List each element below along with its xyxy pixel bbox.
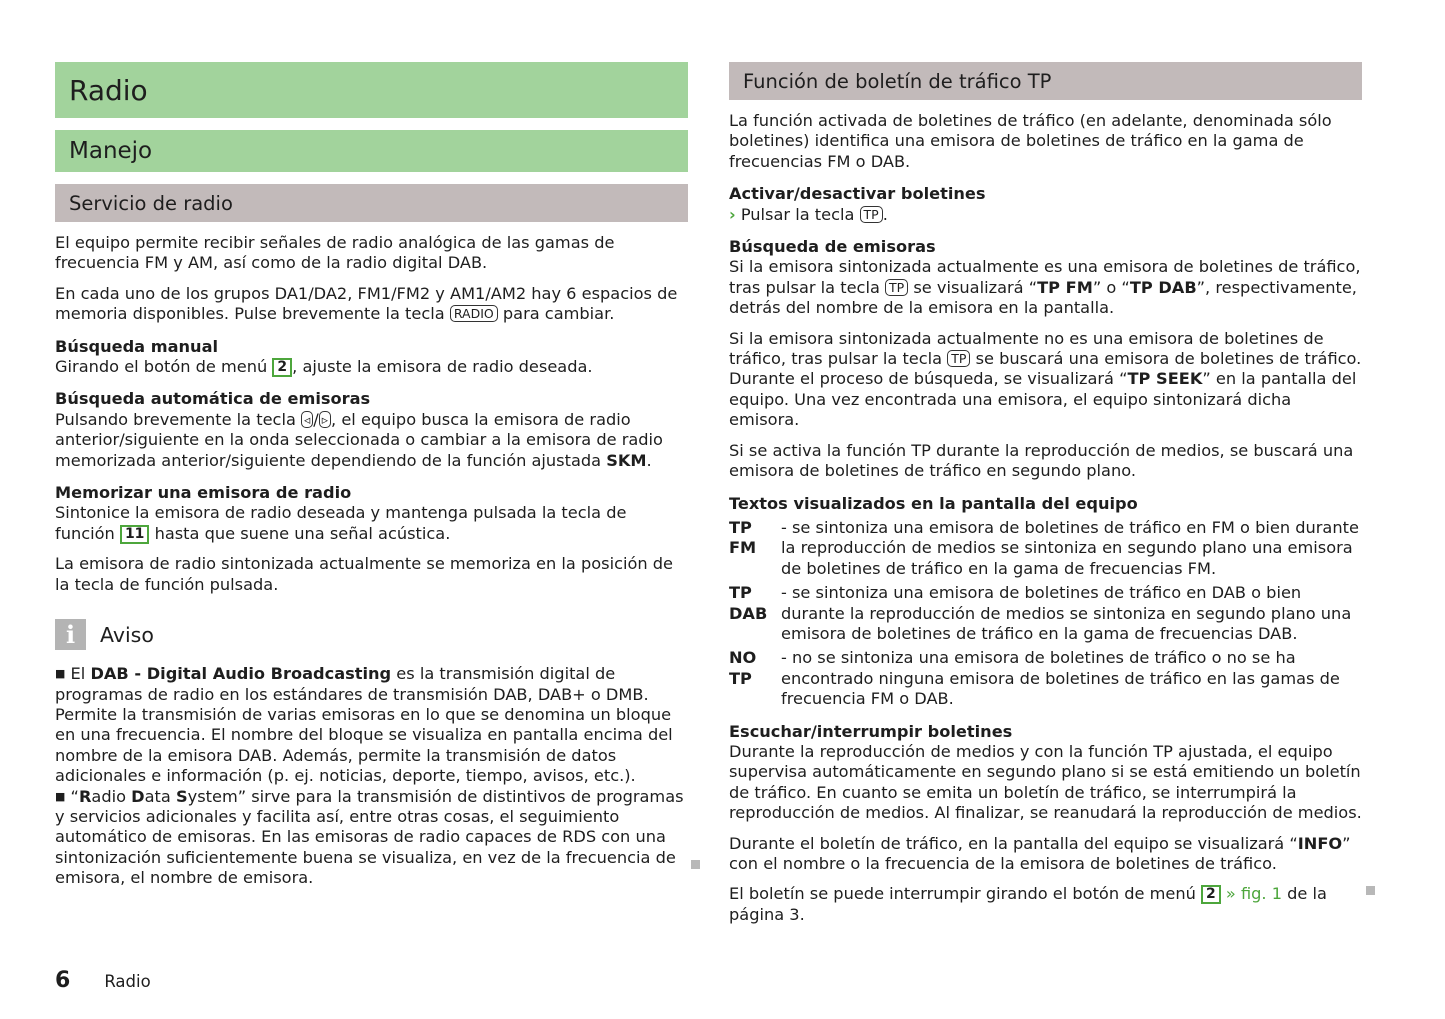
paragraph: Si la emisora sintonizada actualmente no es una emisora de boletines de tráfico, tras pulsar la tecla TP se buscará una emisora de boletines de tráfico. Durante el proceso de búsqueda, se visualizará “TP SEEK” en la pantalla del equipo. Una vez encontrada una emisora, el equipo sintonizará dicha emisora. [729, 328, 1362, 430]
notice-body [55, 664, 688, 888]
paragraph: La emisora de radio sintonizada actualmente se memoriza en la posición de la tecla de función pulsada. [55, 554, 674, 594]
heading-display-texts: Textos visualizados en la pantalla del equipo [729, 493, 1138, 513]
paragraph: Girando el botón de menú 2 , ajuste la emisora de radio deseada. [55, 357, 593, 377]
definition-term: TP DAB [729, 583, 768, 623]
definition-item [729, 648, 1362, 709]
section-title: Manejo [55, 130, 688, 172]
function-key-ref: 11 [120, 525, 149, 544]
definition-text: - se sintoniza una emisora de boletines de tráfico en DAB o bien durante la reproducción de medios se sintoniza en segundo plano una emisora de boletines de tráfico en la gama de frecuencias DAB. [781, 583, 1352, 643]
heading-listen-interrupt: Escuchar/interrumpir boletines [729, 721, 1013, 741]
prev-key-icon: ◃ [301, 411, 313, 428]
heading-store-station: Memorizar una emisora de radio [55, 483, 352, 503]
paragraph: Si se activa la función TP durante la reproducción de medios, se buscará una emisora de boletines de tráfico en segundo plano. [729, 440, 1354, 481]
definition-item [729, 518, 1362, 579]
paragraph: Sintonice la emisora de radio deseada y mantenga pulsada la tecla de función 11 hasta que suene una señal acústica. [55, 503, 627, 543]
menu-button-ref: 2 [1201, 885, 1221, 904]
menu-button-ref: 2 [272, 358, 292, 377]
paragraph: En cada uno de los grupos DA1/DA2, FM1/FM2 y AM1/AM2 hay 6 espacios de memoria disponibles. Pulse brevemente la tecla RADIO para cambiar. [55, 283, 678, 324]
heading-toggle-bulletins: Activar/desactivar boletines [729, 184, 986, 204]
left-column [55, 62, 688, 889]
tp-key-icon: TP [860, 206, 883, 223]
notice-item: ■ El DAB - Digital Audio Broadcasting es la transmisión digital de programas de radio en los estándares de transmisión DAB, DAB+ o DMB. Permite la transmisión de varias emisoras en lo que se denomina un bloque en una frecuencia. El nombre del bloque se visualiza en pantalla encima del nombre de la emisora DAB. Además, permite la transmisión de datos adicionales e información (p. ej. noticias, deporte, tiempo, avisos, etc.). [55, 664, 673, 786]
paragraph: Si la emisora sintonizada actualmente es una emisora de boletines de tráfico, tras pulsar la tecla TP se visualizará “TP FM” o “TP DAB”, respectivamente, detrás del nombre de la emisora en la pantalla. [729, 257, 1361, 318]
page-number: 6 [55, 968, 71, 993]
definition-term: TP FM [729, 517, 757, 558]
section-end-marker [1366, 886, 1375, 895]
section-end-marker [691, 860, 700, 869]
definition-text: - se sintoniza una emisora de boletines de tráfico en FM o bien durante la reproducción de medios se sintoniza en segundo plano una emisora de boletines de tráfico en la gama de frecuencias FM. [781, 517, 1359, 578]
bullet-icon: ■ [55, 667, 66, 681]
paragraph: El boletín se puede interrumpir girando el botón de menú 2 » fig. 1 de la página 3. [729, 884, 1327, 924]
step-arrow-icon: › [729, 204, 736, 224]
definition-term: NO TP [729, 648, 757, 688]
notice-header [55, 619, 688, 650]
subsection-title: Función de boletín de tráfico TP [729, 62, 1362, 100]
notice-title: Aviso [100, 622, 154, 647]
page-footer [55, 968, 151, 993]
next-key-icon: ▹ [319, 411, 331, 428]
chapter-title: Radio [55, 62, 688, 118]
paragraph: La función activada de boletines de tráfico (en adelante, denominada sólo boletines) identifica una emisora de boletines de tráfico en la gama de frecuencias FM o DAB. [729, 111, 1332, 171]
tp-key-icon: TP [947, 350, 970, 367]
figure-link[interactable]: » fig. 1 [1220, 884, 1283, 904]
paragraph: El equipo permite recibir señales de radio analógica de las gamas de frecuencia FM y AM, así como de la radio digital DAB. [55, 233, 615, 273]
footer-section-name: Radio [104, 972, 151, 991]
instruction-step: › Pulsar la tecla TP . [729, 204, 888, 224]
heading-station-search: Búsqueda de emisoras [729, 237, 936, 257]
paragraph: Pulsando brevemente la tecla ◃ / ▹ , el equipo busca la emisora de radio anterior/siguiente en la onda seleccionada o cambiar a la emisora de radio memorizada anterior/siguiente dependiendo de la función ajustada SKM. [55, 409, 663, 470]
right-column [729, 62, 1362, 925]
definition-item [729, 583, 1362, 644]
info-icon: i [55, 619, 86, 650]
paragraph: Durante el boletín de tráfico, en la pantalla del equipo se visualizará “INFO” con el nombre o la frecuencia de la emisora de boletines de tráfico. [729, 833, 1351, 873]
definition-text: - no se sintoniza una emisora de boletines de tráfico o no se ha encontrado ninguna emisora de boletines de tráfico en las gamas de frecuencia FM o DAB. [781, 648, 1340, 709]
paragraph: Durante la reproducción de medios y con la función TP ajustada, el equipo supervisa automáticamente en segundo plano si se está emitiendo un boletín de tráfico. En cuanto se emita un boletín de tráfico, se interrumpirá la reproducción de medios. Al finalizar, se reanudará la reproducción de medios. [729, 741, 1362, 823]
radio-key-icon: RADIO [450, 305, 498, 322]
subsection-title: Servicio de radio [55, 184, 688, 222]
heading-manual-search: Búsqueda manual [55, 336, 219, 356]
tp-key-icon: TP [885, 279, 908, 296]
notice-item: ■ “Radio Data System” sirve para la transmisión de distintivos de programas y servicios adicionales y facilita así, entre otras cosas, el seguimiento automático de emisoras. En las emisoras de radio capaces de RDS con una sintonización suficientemente buena se visualiza, en vez de la frecuencia de emisora, el nombre de emisora. [55, 786, 684, 888]
bullet-icon: ■ [55, 789, 66, 803]
heading-auto-search: Búsqueda automática de emisoras [55, 389, 371, 409]
